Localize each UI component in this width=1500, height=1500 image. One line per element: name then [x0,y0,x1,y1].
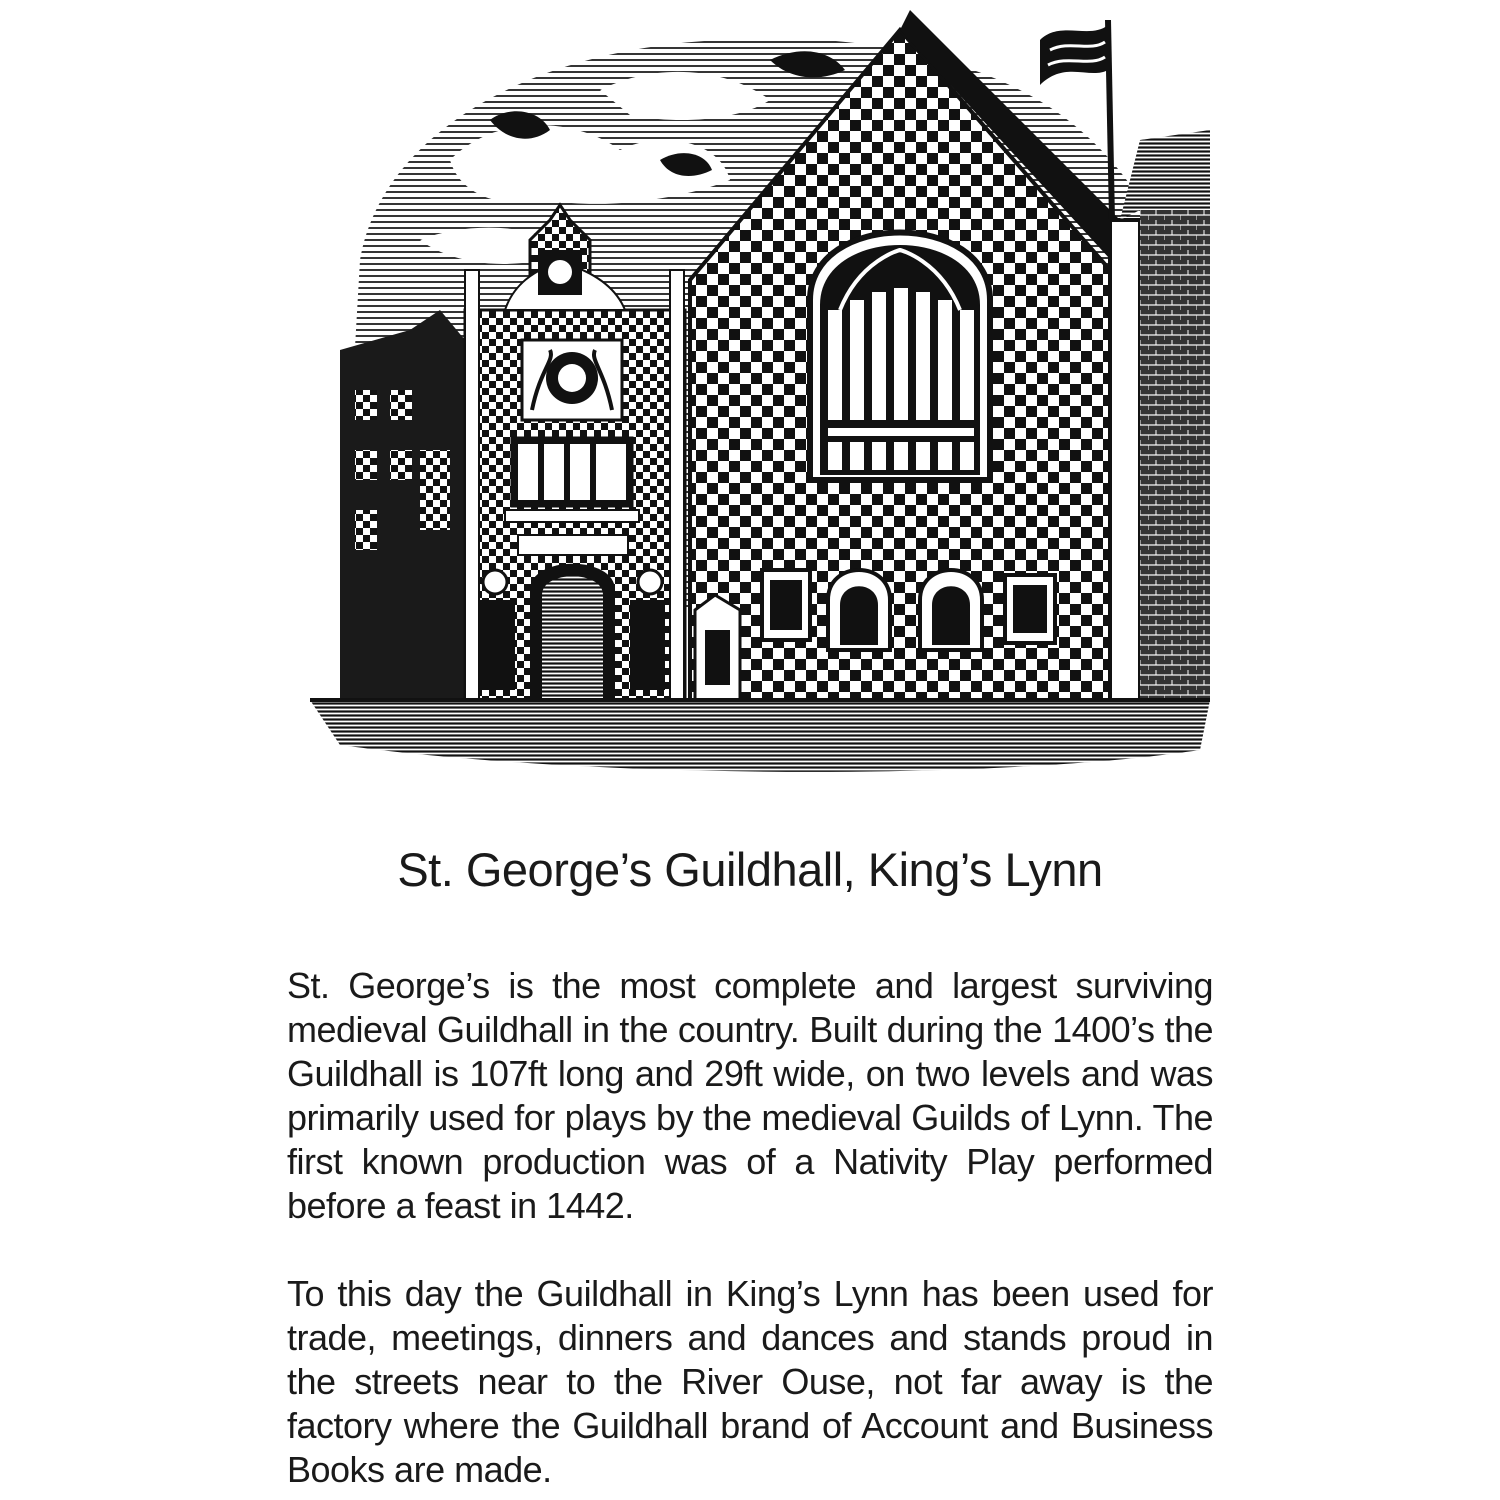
paragraph-today: To this day the Guildhall in King’s Lynn has been used for trade, meetings, dinners and dances and stands proud in the streets near to the River Ouse, not far away is the factory where the Guildhall brand of Account and Business Books are made. [287,1273,1213,1490]
ground [310,700,1210,772]
guildhall-engraving-svg [300,10,1220,780]
left-building [340,310,465,700]
page-title: St. George’s Guildhall, King’s Lynn [397,843,1103,896]
paragraph-history: St. George’s is the most complete and largest surviving medieval Guildhall in the country. Built during the 1400’s the Guildhall is 107ft long and 29ft wide, on two levels and was primarily used for plays by the medieval Guilds of Lynn. The first known production was of a Nativity Play performed before a feast in 1442. [287,965,1213,1226]
guildhall-engraving [300,10,1220,780]
